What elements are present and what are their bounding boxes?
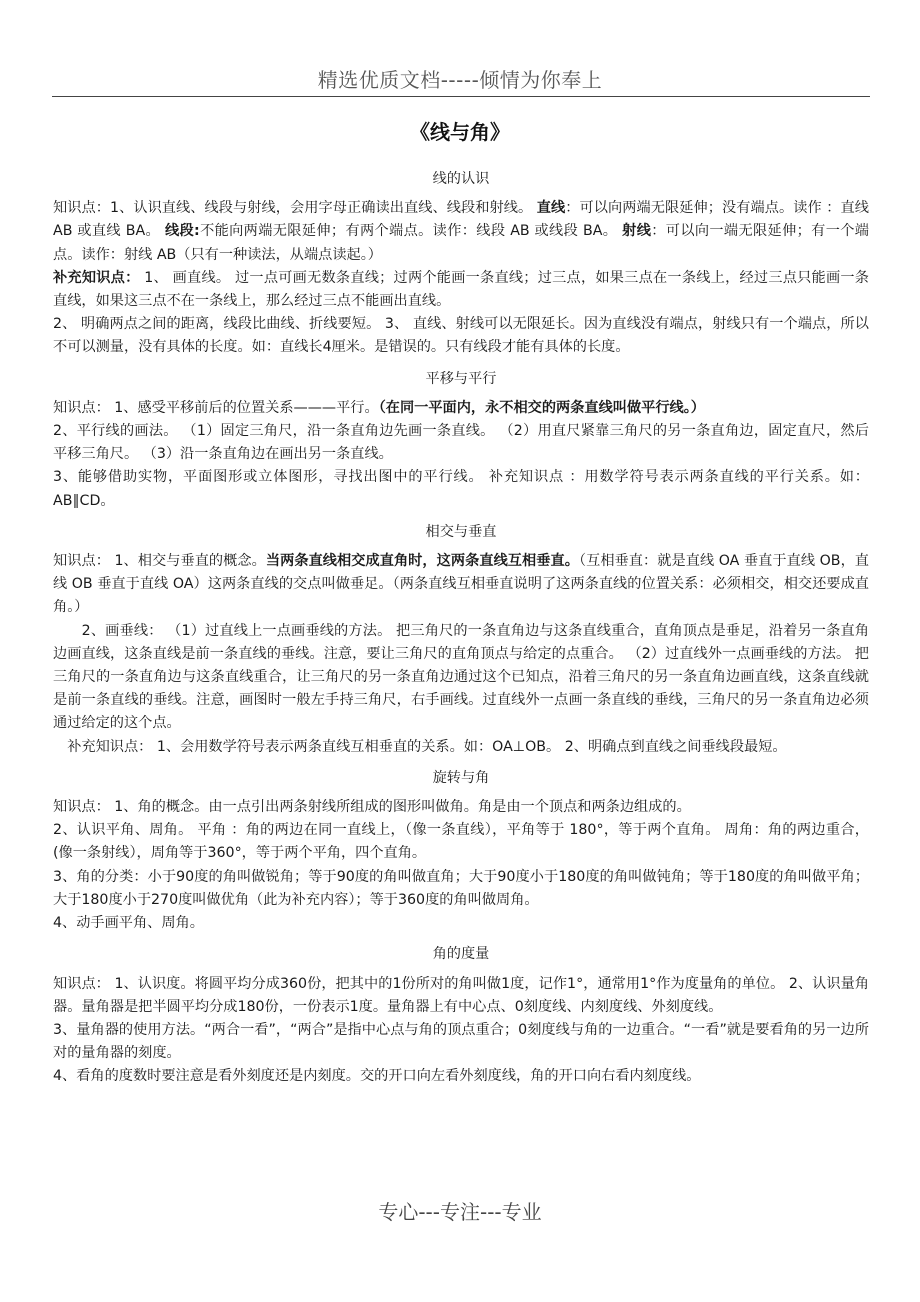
paragraph: 3、能够借助实物，平面图形或立体图形，寻找出图中的平行线。 补充知识点 ：用数学符号表示两条直线的平行关系。如：AB∥CD。 (53, 469, 869, 509)
header-divider (52, 96, 870, 97)
paragraph: 2、认识平角、周角。 平角 ：角的两边在同一直线上，（像一条直线），平角等于 180°，等于两个直角。 周角：角的两边重合，(像一条射线），周角等于360°，等于两个平角，四个直角。 (53, 822, 869, 862)
section-heading: 相交与垂直 (425, 523, 497, 540)
document-body (53, 160, 869, 1089)
paragraph: 知识点：1、认识直线、线段与射线，会用字母正确读出直线、线段和射线。 直线：可以向两端无限延伸；没有端点。读作 ：直线 AB 或直线 BA。 线段:不能向两端无限延伸；有两个端点。读作：线段 AB 或线段 BA。 射线：可以向一端无限延伸；有一个端点。读作：射线 AB（只有一种读法，从端点读起。） (53, 200, 869, 263)
paragraph: 补充知识点： 1、会用数学符号表示两条直线互相垂直的关系。如：OA⊥OB。 2、明确点到直线之间垂线段最短。 (53, 738, 787, 755)
paragraph: 知识点： 1、相交与垂直的概念。当两条直线相交成直角时，这两条直线互相垂直。（互相垂直：就是直线 OA 垂直于直线 OB，直线 OB 垂直于直线 OA）这两条直线的交点叫做垂足。（两条直线互相垂直说明了这两条直线的位置关系：必须相交，相交还要成直角。） (53, 553, 869, 616)
section-heading: 角的度量 (432, 946, 490, 963)
section-heading: 旋转与角 (432, 769, 490, 786)
paragraph: 2、 明确两点之间的距离，线段比曲线、折线要短。 3、 直线、射线可以无限延长。因为直线没有端点，射线只有一个端点，所以不可以测量，没有具体的长度。如：直线长4厘米。是错误的。只有线段才能有具体的长度。 (53, 316, 869, 356)
paragraph: 知识点： 1、认识度。将圆平均分成360份，把其中的1份所对的角叫做1度，记作1°，通常用1°作为度量角的单位。 2、认识量角器。量角器是把半圆平均分成180份，一份表示1度。量角器上有中心点、0刻度线、内刻度线、外刻度线。 (53, 975, 869, 1015)
section-heading: 平移与平行 (425, 370, 497, 387)
paragraph: 3、角的分类：小于90度的角叫做锐角；等于90度的角叫做直角；大于90度小于180度的角叫做钝角；等于180度的角叫做平角；大于180度小于270度叫做优角（此为补充内容）；等于360度的角叫做周角。 (53, 868, 869, 908)
document-title: 《线与角》 (410, 120, 510, 144)
paragraph: 4、看角的度数时要注意是看外刻度还是内刻度。交的开口向左看外刻度线，角的开口向右看内刻度线。 (53, 1068, 701, 1085)
section-heading: 线的认识 (432, 171, 490, 187)
paragraph: 2、画垂线： （1）过直线上一点画垂线的方法。 把三角尺的一条直角边与这条直线重合，直角顶点是垂足，沿着另一条直角边画直线，这条直线是前一条直线的垂线。注意，要让三角尺的直角顶点与给定的点重合。 （2）过直线外一点画垂线的方法。 把三角尺的一条直角边与这条直线重合，让三角尺的另一条直角边通过这个已知点，沿着三角尺的另一条直角边画直线，这条直线就是前一条直线的垂线。注意，画图时一般左手持三角尺，右手画线。过直线外一点画一条直线的垂线，三角尺的另一条直角边必须通过给定的这个点。 (53, 622, 869, 732)
paragraph: 知识点： 1、角的概念。由一点引出两条射线所组成的图形叫做角。角是由一个顶点和两条边组成的。 (53, 799, 691, 816)
page-footer: 专心---专注---专业 (378, 1200, 542, 1224)
page-header: 精选优质文档-----倾情为你奉上 (317, 68, 603, 92)
paragraph: 知识点： 1、感受平移前后的位置关系———平行。（在同一平面内，永不相交的两条直线叫做平行线。） (53, 399, 705, 416)
paragraph: 补充知识点： 1、 画直线。 过一点可画无数条直线；过两个能画一条直线；过三点，如果三点在一条线上，经过三点只能画一条直线，如果这三点不在一条线上，那么经过三点不能画出直线。 (53, 269, 869, 310)
paragraph: 4、动手画平角、周角。 (53, 915, 204, 932)
paragraph: 2、平行线的画法。 （1）固定三角尺，沿一条直角边先画一条直线。 （2）用直尺紧靠三角尺的另一条直角边，固定直尺，然后平移三角尺。 （3）沿一条直角边在画出另一条直线。 (53, 423, 869, 463)
paragraph: 3、量角器的使用方法。“两合一看”，“两合”是指中心点与角的顶点重合；0刻度线与角的一边重合。“一看”就是要看角的另一边所对的量角器的刻度。 (53, 1021, 869, 1062)
